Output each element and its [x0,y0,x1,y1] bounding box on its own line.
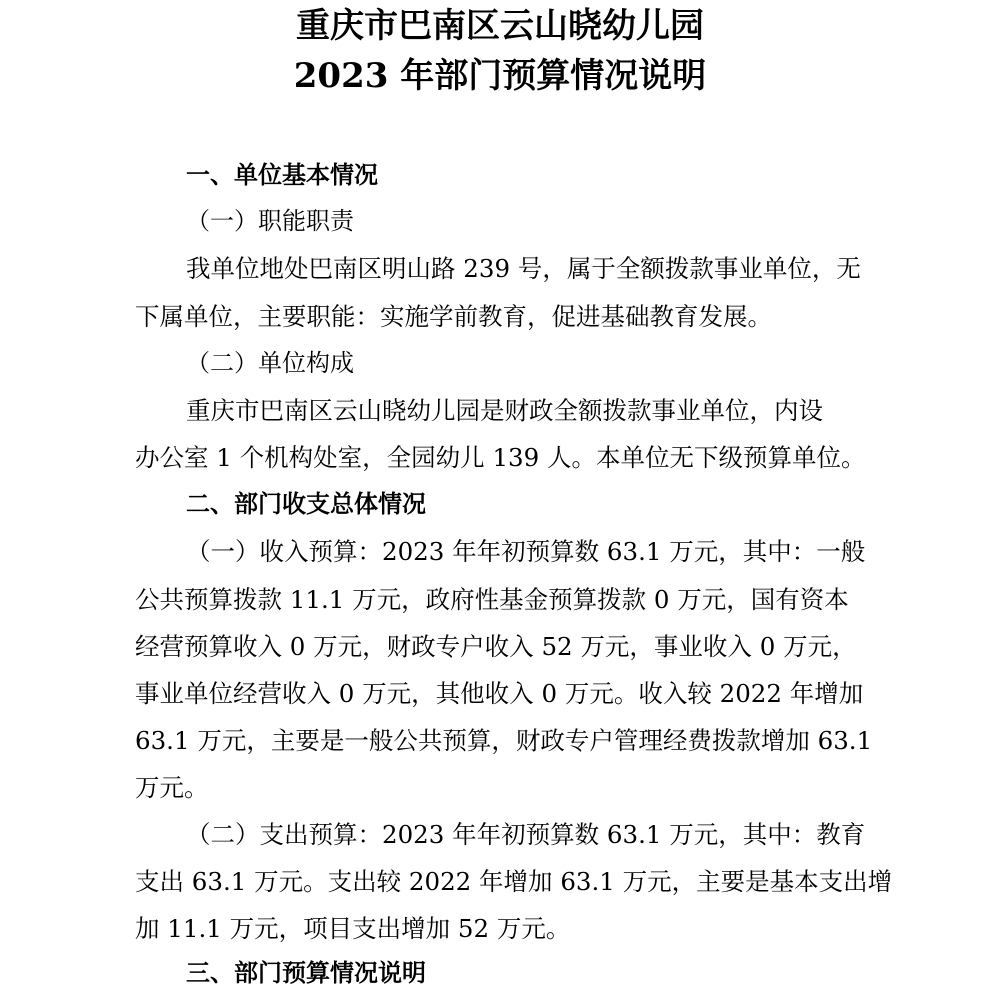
paragraph-line: 公共预算拨款 11.1 万元，政府性基金预算拨款 0 万元，国有资本 [135,585,849,614]
paragraph-line: （二）支出预算：2023 年年初预算数 63.1 万元，其中：教育 [186,820,866,849]
section-heading-income-expenditure: 二、部门收支总体情况 [186,490,426,518]
document-title-line-2: 2023 年部门预算情况说明 [293,56,707,96]
paragraph-line: 经营预算收入 0 万元，财政专户收入 52 万元，事业收入 0 万元， [135,632,857,661]
paragraph-line: 加 11.1 万元，项目支出增加 52 万元。 [135,914,571,943]
paragraph-line: 下属单位，主要职能：实施学前教育，促进基础教育发展。 [135,302,772,331]
paragraph-line: 63.1 万元，主要是一般公共预算，财政专户管理经费拨款增加 63.1 [135,726,873,755]
paragraph-line: 我单位地处巴南区明山路 239 号，属于全额拨款事业单位，无 [186,254,861,283]
section-heading-basic-info: 一、单位基本情况 [186,161,378,189]
paragraph-line: 支出 63.1 万元。支出较 2022 年增加 63.1 万元，主要是基本支出增 [135,867,893,896]
paragraph-line: 重庆市巴南区云山晓幼儿园是财政全额拨款事业单位，内设 [186,396,823,425]
document-title-line-1: 重庆市巴南区云山晓幼儿园 [296,6,704,46]
paragraph-line: 办公室 1 个机构处室，全园幼儿 139 人。本单位无下级预算单位。 [135,443,866,472]
paragraph-line: 万元。 [135,773,209,802]
section-heading-budget-description: 三、部门预算情况说明 [186,959,426,987]
subsection-heading-duties: （一）职能职责 [186,207,354,235]
subsection-heading-composition: （二）单位构成 [186,349,354,377]
paragraph-line: （一）收入预算：2023 年年初预算数 63.1 万元，其中：一般 [186,537,866,566]
paragraph-line: 事业单位经营收入 0 万元，其他收入 0 万元。收入较 2022 年增加 [135,679,864,708]
